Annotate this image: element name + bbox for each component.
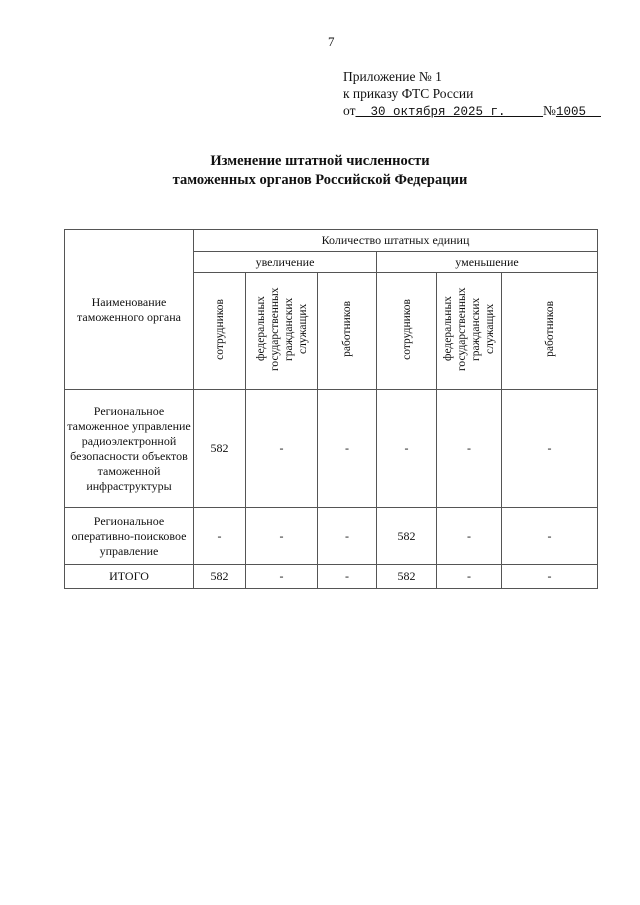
org-name: Региональное таможенное управление радиоэлектронной безопасности объектов таможенной инфраструктуры: [65, 390, 194, 508]
increase-header: увеличение: [194, 252, 377, 273]
value-cell: -: [318, 565, 377, 589]
value-cell: 582: [377, 565, 437, 589]
subheader-cell: сотрудников: [377, 273, 437, 390]
value-cell: -: [246, 390, 318, 508]
appendix-line1: Приложение № 1: [343, 69, 442, 84]
total-row: [65, 565, 598, 589]
decrease-header: уменьшение: [377, 252, 598, 273]
value-cell: -: [318, 390, 377, 508]
value-cell: -: [502, 508, 598, 565]
appendix-order-line: [343, 102, 601, 121]
document-title: [0, 152, 640, 190]
subheader-cell: работников: [502, 273, 598, 390]
subheader-cell: федеральных государственных гражданских служащих: [246, 273, 318, 390]
appendix-line2: к приказу ФТС России: [343, 86, 474, 101]
subheader-cell: федеральных государственных гражданских служащих: [437, 273, 502, 390]
value-cell: -: [318, 508, 377, 565]
value-cell: 582: [194, 390, 246, 508]
org-name: Региональное оперативно-поисковое управление: [65, 508, 194, 565]
title-line2: таможенных органов Российской Федерации: [172, 172, 468, 188]
order-prefix: от: [343, 103, 356, 118]
value-cell: -: [194, 508, 246, 565]
value-cell: -: [437, 565, 502, 589]
table-row: [65, 390, 598, 508]
value-cell: -: [377, 390, 437, 508]
subheader-cell: работников: [318, 273, 377, 390]
group-header: Количество штатных единиц: [194, 230, 598, 252]
value-cell: 582: [377, 508, 437, 565]
value-cell: -: [437, 508, 502, 565]
order-number-label: №: [543, 103, 556, 118]
value-cell: -: [502, 565, 598, 589]
value-cell: 582: [194, 565, 246, 589]
value-cell: -: [437, 390, 502, 508]
appendix-block: [343, 68, 601, 121]
total-label: ИТОГО: [65, 565, 194, 589]
table-row: [65, 508, 598, 565]
title-line1: Изменение штатной численности: [210, 153, 430, 169]
page-number: 7: [328, 34, 335, 49]
value-cell: -: [246, 508, 318, 565]
order-date: 30 октября 2025 г.: [370, 105, 506, 119]
value-cell: -: [246, 565, 318, 589]
order-number: 1005: [555, 105, 586, 119]
value-cell: -: [502, 390, 598, 508]
staff-changes-table: [64, 229, 598, 589]
subheader-cell: сотрудников: [194, 273, 246, 390]
name-header: Наименование таможенного органа: [65, 230, 194, 390]
